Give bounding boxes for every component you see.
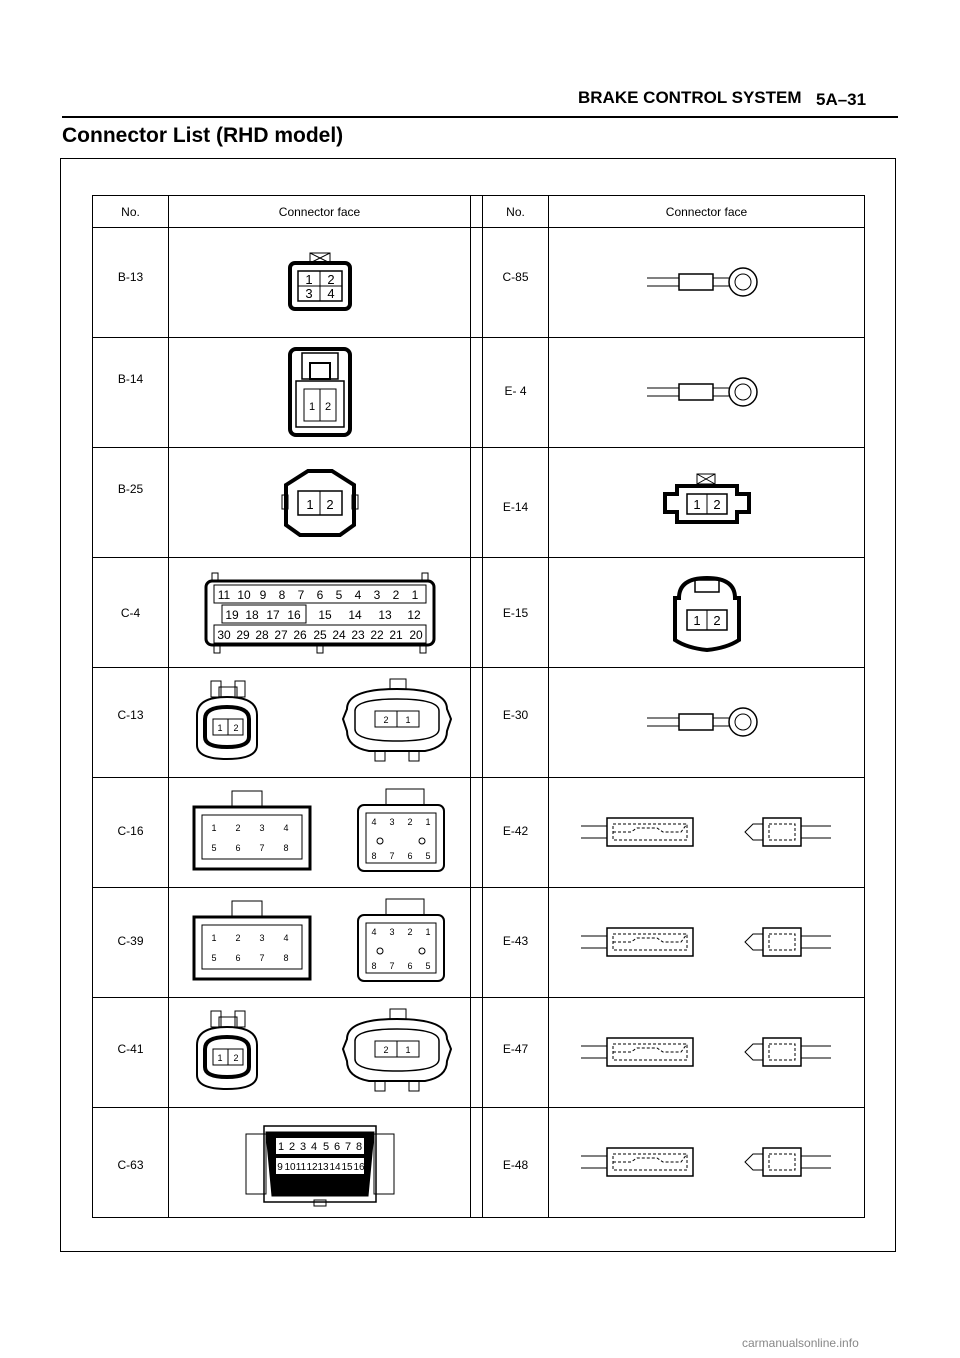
- svg-text:5: 5: [210, 842, 217, 853]
- connector-c4-diagram: [200, 571, 440, 655]
- table-row: [93, 888, 865, 998]
- svg-text:4: 4: [354, 587, 361, 602]
- section-title: BRAKE CONTROL SYSTEM: [578, 88, 802, 107]
- svg-text:7: 7: [258, 842, 265, 853]
- table-header-row: [93, 196, 865, 228]
- svg-text:14: 14: [328, 1161, 341, 1173]
- svg-text:3: 3: [258, 822, 265, 833]
- connector-number: C-16: [93, 778, 169, 888]
- svg-text:8: 8: [282, 952, 289, 963]
- svg-text:6: 6: [316, 587, 323, 602]
- svg-text:28: 28: [254, 627, 269, 642]
- connector-face-b25: [169, 448, 471, 558]
- svg-text:5: 5: [335, 587, 342, 602]
- connector-number: C-63: [93, 1108, 169, 1218]
- svg-text:24: 24: [331, 627, 346, 642]
- svg-text:3: 3: [388, 816, 395, 827]
- svg-text:1: 1: [424, 926, 431, 937]
- svg-text:1: 1: [210, 932, 217, 943]
- svg-text:15: 15: [340, 1161, 353, 1173]
- connector-face-e47: [549, 998, 865, 1108]
- svg-text:8: 8: [370, 960, 377, 971]
- pin-label: 1: [216, 1052, 223, 1063]
- svg-text:16: 16: [352, 1161, 365, 1173]
- svg-text:7: 7: [388, 850, 395, 861]
- connector-table: [92, 195, 865, 1218]
- svg-text:8: 8: [282, 842, 289, 853]
- svg-text:6: 6: [234, 952, 241, 963]
- col-no-right: No.: [483, 196, 549, 228]
- c16-male-view: [194, 791, 310, 869]
- c13-female-view: [343, 679, 451, 761]
- c39-female-view: [358, 899, 444, 981]
- connector-number: E-30: [483, 668, 549, 778]
- svg-text:3: 3: [388, 926, 395, 937]
- connector-face-c85: [549, 228, 865, 338]
- table-row: [93, 228, 865, 338]
- connector-e15-diagram: [657, 568, 757, 658]
- svg-text:25: 25: [312, 627, 327, 642]
- svg-text:15: 15: [317, 607, 332, 622]
- pin-label: 1: [692, 612, 701, 628]
- pin-label: 2: [326, 271, 335, 287]
- svg-text:22: 22: [369, 627, 384, 642]
- svg-text:2: 2: [392, 587, 399, 602]
- connector-b13-diagram: [260, 243, 380, 323]
- connector-number: E-43: [483, 888, 549, 998]
- connector-number: C-13: [93, 668, 169, 778]
- svg-text:2: 2: [288, 1140, 295, 1153]
- svg-text:5: 5: [322, 1140, 329, 1153]
- connector-number: C-41: [93, 998, 169, 1108]
- svg-text:7: 7: [344, 1140, 351, 1153]
- connector-face-c41: [169, 998, 471, 1108]
- ring-terminal-diagram: [637, 703, 777, 743]
- svg-text:19: 19: [224, 607, 239, 622]
- svg-text:8: 8: [370, 850, 377, 861]
- pin-label: 1: [692, 496, 701, 512]
- svg-text:2: 2: [234, 822, 241, 833]
- connector-number: C-39: [93, 888, 169, 998]
- c39-male-view: [194, 901, 310, 979]
- svg-text:6: 6: [406, 960, 413, 971]
- svg-text:6: 6: [234, 842, 241, 853]
- pin-label: 2: [232, 722, 239, 733]
- col-no-left: No.: [93, 196, 169, 228]
- table-row: [93, 338, 865, 448]
- connector-face-c39: [169, 888, 471, 998]
- footer-watermark: carmanualsonline.info: [742, 1336, 859, 1350]
- svg-text:3: 3: [258, 932, 265, 943]
- svg-text:1: 1: [277, 1140, 284, 1153]
- connector-face-c13: [169, 668, 471, 778]
- bullet-connector-diagram: [577, 1138, 837, 1188]
- connector-c39-diagram: [190, 895, 450, 991]
- table-row: [93, 558, 865, 668]
- connector-face-e48: [549, 1108, 865, 1218]
- connector-face-c63: [169, 1108, 471, 1218]
- pin-label: 1: [404, 714, 411, 725]
- pin-label: 2: [712, 496, 721, 512]
- connector-face-e42: [549, 778, 865, 888]
- svg-text:7: 7: [297, 587, 304, 602]
- svg-text:30: 30: [216, 627, 231, 642]
- page-title: Connector List (RHD model): [62, 124, 344, 147]
- connector-face-e30: [549, 668, 865, 778]
- pin-grid: [371, 927, 430, 971]
- svg-text:4: 4: [310, 1140, 317, 1153]
- svg-text:23: 23: [350, 627, 365, 642]
- pin-row-top: [217, 588, 418, 602]
- table-row: [93, 998, 865, 1108]
- connector-face-b14: [169, 338, 471, 448]
- svg-text:7: 7: [258, 952, 265, 963]
- connector-number: B-13: [93, 228, 169, 338]
- svg-text:6: 6: [406, 850, 413, 861]
- svg-text:3: 3: [373, 587, 380, 602]
- c16-female-view: [358, 789, 444, 871]
- pin-grid: [371, 817, 430, 861]
- svg-text:1: 1: [210, 822, 217, 833]
- pin-grid: [211, 823, 288, 853]
- connector-face-c4: [169, 558, 471, 668]
- connector-face-e43: [549, 888, 865, 998]
- svg-text:11: 11: [295, 1161, 306, 1173]
- connector-number: B-14: [93, 338, 169, 448]
- svg-text:16: 16: [286, 607, 301, 622]
- connector-number: C-4: [93, 558, 169, 668]
- bullet-connector-diagram: [577, 1028, 837, 1078]
- pin-label: 3: [304, 285, 313, 301]
- svg-text:4: 4: [282, 932, 289, 943]
- table-row: [93, 778, 865, 888]
- svg-text:1: 1: [411, 587, 418, 602]
- connector-b14-diagram: [260, 345, 380, 441]
- ring-terminal-diagram: [637, 263, 777, 303]
- connector-face-e4: [549, 338, 865, 448]
- c13-male-view: [197, 681, 257, 759]
- svg-text:8: 8: [278, 587, 285, 602]
- svg-text:18: 18: [244, 607, 259, 622]
- col-face-left: Connector face: [169, 196, 471, 228]
- connector-face-b13: [169, 228, 471, 338]
- connector-number: E- 4: [483, 338, 549, 448]
- pin-label: 1: [404, 1044, 411, 1055]
- svg-text:13: 13: [377, 607, 392, 622]
- connector-face-e14: [549, 448, 865, 558]
- svg-text:27: 27: [273, 627, 288, 642]
- page-number: 5A–31: [816, 90, 867, 109]
- bullet-connector-diagram: [577, 808, 837, 858]
- svg-text:2: 2: [234, 932, 241, 943]
- pin-grid: [211, 933, 288, 963]
- header-rule: [62, 116, 898, 118]
- pin-label: 1: [308, 400, 315, 413]
- table-row: [93, 1108, 865, 1218]
- pin-label: 2: [382, 714, 389, 725]
- svg-text:4: 4: [282, 822, 289, 833]
- connector-number: E-42: [483, 778, 549, 888]
- connector-face-e15: [549, 558, 865, 668]
- pin-label: 2: [382, 1044, 389, 1055]
- connector-e14-diagram: [647, 468, 767, 538]
- pin-label: 2: [324, 400, 331, 413]
- column-gap: [471, 196, 483, 228]
- c41-male-view: [197, 1011, 257, 1089]
- table-row: [93, 448, 865, 558]
- svg-text:26: 26: [292, 627, 307, 642]
- connector-number: E-47: [483, 998, 549, 1108]
- svg-text:12: 12: [406, 607, 421, 622]
- connector-number: C-85: [483, 228, 549, 338]
- svg-text:10: 10: [236, 587, 251, 602]
- ring-terminal-diagram: [637, 373, 777, 413]
- svg-text:7: 7: [388, 960, 395, 971]
- connector-c13-diagram: [175, 675, 465, 771]
- connector-c63-diagram: [240, 1118, 400, 1208]
- pin-label: 1: [305, 496, 314, 512]
- svg-text:8: 8: [355, 1140, 362, 1153]
- pin-label: 1: [216, 722, 223, 733]
- connector-face-c16: [169, 778, 471, 888]
- svg-text:5: 5: [424, 850, 431, 861]
- svg-text:3: 3: [299, 1140, 306, 1153]
- pin-label: 2: [712, 612, 721, 628]
- connector-number: B-25: [93, 448, 169, 558]
- connector-c41-diagram: [175, 1005, 465, 1101]
- svg-text:10: 10: [283, 1161, 296, 1173]
- pin-label: 4: [326, 285, 335, 301]
- svg-text:2: 2: [406, 926, 413, 937]
- pin-row-bottom: [277, 1162, 365, 1173]
- pin-row-middle: [225, 608, 421, 622]
- pin-label: 2: [325, 496, 334, 512]
- svg-text:4: 4: [370, 816, 377, 827]
- svg-text:21: 21: [388, 627, 403, 642]
- svg-text:4: 4: [370, 926, 377, 937]
- connector-number: E-48: [483, 1108, 549, 1218]
- svg-text:1: 1: [424, 816, 431, 827]
- svg-text:14: 14: [347, 607, 362, 622]
- svg-text:9: 9: [276, 1161, 283, 1173]
- connector-b25-diagram: [260, 463, 380, 543]
- pin-label: 1: [304, 271, 313, 287]
- svg-text:13: 13: [316, 1161, 329, 1173]
- col-face-right: Connector face: [549, 196, 865, 228]
- connector-number: E-14: [483, 448, 549, 558]
- svg-text:29: 29: [235, 627, 250, 642]
- bullet-connector-diagram: [577, 918, 837, 968]
- pin-row-bottom: [217, 628, 423, 642]
- pin-label: 2: [232, 1052, 239, 1063]
- svg-text:5: 5: [424, 960, 431, 971]
- svg-text:12: 12: [305, 1161, 318, 1173]
- table-row: [93, 668, 865, 778]
- svg-text:11: 11: [217, 587, 230, 602]
- svg-text:9: 9: [259, 587, 266, 602]
- connector-number: E-15: [483, 558, 549, 668]
- svg-text:20: 20: [408, 627, 423, 642]
- connector-c16-diagram: [190, 785, 450, 881]
- c41-female-view: [343, 1009, 451, 1091]
- svg-text:2: 2: [406, 816, 413, 827]
- svg-text:5: 5: [210, 952, 217, 963]
- svg-text:6: 6: [333, 1140, 340, 1153]
- svg-text:17: 17: [265, 607, 280, 622]
